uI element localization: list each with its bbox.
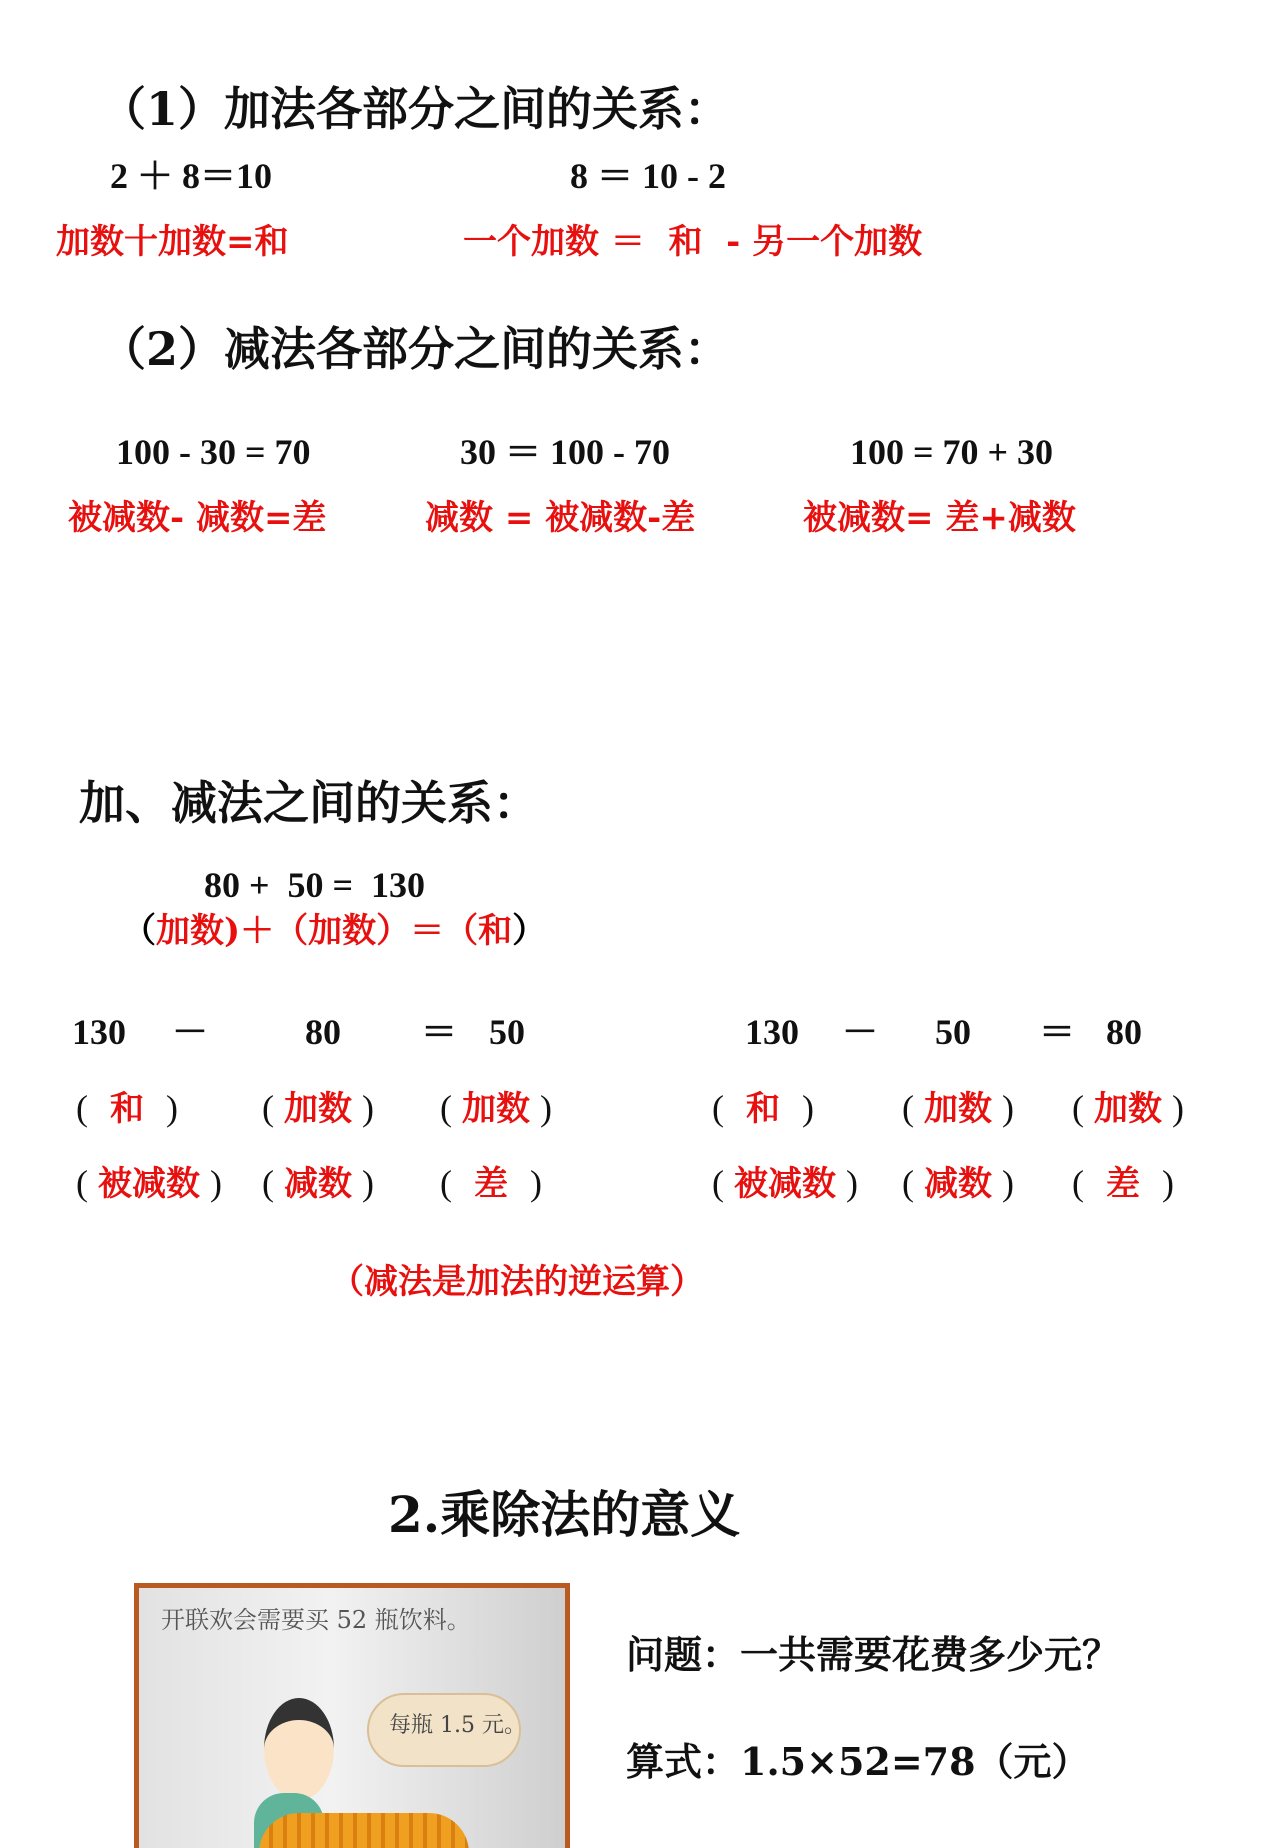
addition-inverse-equation: 8 ＝ 10 - 2 [570,156,726,196]
subtraction-equation-3: 100 = 70 + 30 [850,432,1054,472]
subtraction-rule-3: 被减数= 差+减数 [803,498,1076,538]
subtraction-heading: （2）减法各部分之间的关系： [100,322,731,376]
label-addend: 加数 [156,911,224,951]
label-sum: 和 [478,911,513,951]
paren: （ [122,911,156,951]
boy-head-icon [264,1698,334,1800]
num: 80 [1106,1012,1142,1052]
label-difference: ( 差 ) [1072,1165,1174,1201]
textbook-illustration [134,1583,570,1848]
label-minuend: ( 被减数 ) [76,1165,222,1201]
add-sub-relation-heading: 加、减法之间的关系： [79,776,539,830]
picture-caption: 开联欢会需要买 52 瓶饮料。 [161,1606,471,1634]
relation-labels [122,911,547,951]
label-addend: 加数 [308,911,377,951]
num: 130 [745,1012,799,1052]
label-difference: ( 差 ) [440,1165,542,1201]
subtraction-rule-2: 减数 = 被减数-差 [425,498,696,538]
label-addend: ( 加数 ) [262,1090,374,1126]
addition-equation: 2 ＋ 8＝10 [110,156,273,196]
label-addend: ( 加数 ) [440,1090,552,1126]
mult-div-heading: 2.乘除法的意义 [388,1485,741,1544]
subtraction-rule-1: 被减数- 减数=差 [68,498,327,538]
equals: ＝ [421,1012,458,1052]
question-text: 问题：一共需要花费多少元？ [626,1632,1121,1677]
label-subtrahend: ( 减数 ) [262,1165,374,1201]
relation-equation: 80 + 50 = 130 [204,865,426,905]
label-subtrahend: ( 减数 ) [902,1165,1014,1201]
addend-rule: 一个加数 ＝ 和 - 另一个加数 [463,222,923,262]
subtraction-equation-2: 30 ＝ 100 - 70 [460,432,670,472]
num: 50 [489,1012,525,1052]
addition-heading: （1）加法各部分之间的关系： [100,82,731,136]
label-sum: ( 和 ) [712,1090,814,1126]
paren: ） [512,911,547,951]
label-sum: ( 和 ) [76,1090,178,1126]
label-addend: ( 加数 ) [1072,1090,1184,1126]
label-addend: ( 加数 ) [902,1090,1014,1126]
inverse-operation-note: （减法是加法的逆运算） [330,1262,704,1302]
minus: － [172,1012,209,1052]
num: 130 [72,1012,126,1052]
plus-paren: )＋（ [224,911,309,951]
num: 50 [935,1012,971,1052]
addition-rule: 加数十加数=和 [56,222,289,262]
subtraction-equation-1: 100 - 30 = 70 [116,432,311,472]
bottles-icon [259,1813,469,1848]
label-minuend: ( 被减数 ) [712,1165,858,1201]
formula-text: 算式：1.5×52=78（元） [626,1739,1090,1784]
minus: － [842,1012,879,1052]
equals: ＝ [1039,1012,1076,1052]
num: 80 [305,1012,341,1052]
equals-paren: ）＝（ [376,911,479,951]
speech-text: 每瓶 1.5 元。 [389,1713,526,1738]
